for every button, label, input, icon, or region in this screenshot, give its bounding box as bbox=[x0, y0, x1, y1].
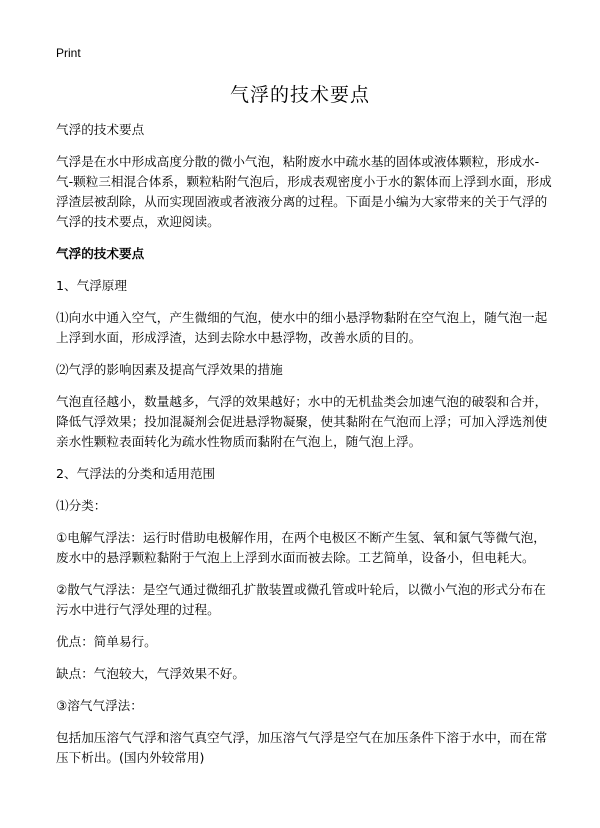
subheading-factors: ⑵气浮的影响因素及提高气浮效果的措施 bbox=[56, 362, 283, 377]
intro-paragraph: 气浮是在水中形成高度分散的微小气泡，粘附废水中疏水基的固体或液体颗粒，形成水-气-颗粒三相混合体系，颗粒粘附气泡后，形成表观密度小于水的絮体而上浮到水面，形成浮渣层被刮除，从而实现固液或者液液分离的过程。下面是小编为大家带来的关于气浮的气浮的技术要点，欢迎阅读。 bbox=[56, 154, 552, 229]
print-link[interactable]: Print bbox=[56, 46, 81, 60]
intro-heading: 气浮的技术要点 bbox=[56, 122, 145, 137]
paragraph-advantage: 优点：简单易行。 bbox=[56, 634, 157, 649]
section-heading: 气浮的技术要点 bbox=[56, 246, 145, 261]
subheading-classification: 2、气浮法的分类和适用范围 bbox=[56, 466, 216, 481]
page-title: 气浮的技术要点 bbox=[229, 84, 370, 106]
paragraph-dissolved-air: 包括加压溶气气浮和溶气真空气浮，加压溶气气浮是空气在加压条件下溶于水中，而在常压下析出。(国内外较常用) bbox=[56, 730, 548, 765]
paragraph-classification-label: ⑴分类： bbox=[56, 498, 107, 513]
paragraph-factors: 气泡直径越小，数量越多，气浮的效果越好；水中的无机盐类会加速气泡的破裂和合并，降低气浮效果；投加混凝剂会促进悬浮物凝聚，使其黏附在气泡而上浮；可加入浮选剂使亲水性颗粒表面转化为疏水性物质而黏附在气泡上，随气泡上浮。 bbox=[56, 394, 548, 449]
paragraph-principle: ⑴向水中通入空气，产生微细的气泡，使水中的细小悬浮物黏附在空气泡上，随气泡一起上浮到水面，形成浮渣，达到去除水中悬浮物，改善水质的目的。 bbox=[56, 310, 548, 345]
article-body bbox=[56, 120, 556, 780]
paragraph-dissolved-air-label: ③溶气气浮法： bbox=[56, 698, 143, 713]
paragraph-electrolytic: ①电解气浮法：运行时借助电极解作用，在两个电极区不断产生氢、氧和氯气等微气泡，废水中的悬浮颗粒黏附于气泡上上浮到水面而被去除。工艺简单，设备小，但电耗大。 bbox=[56, 530, 546, 565]
paragraph-disadvantage: 缺点：气泡较大，气浮效果不好。 bbox=[56, 666, 245, 681]
paragraph-dispersed-air: ②散气气浮法：是空气通过微细孔扩散装置或微孔管或叶轮后，以微小气泡的形式分布在污水中进行气浮处理的过程。 bbox=[56, 582, 546, 617]
subheading-principle: 1、气浮原理 bbox=[56, 278, 127, 293]
